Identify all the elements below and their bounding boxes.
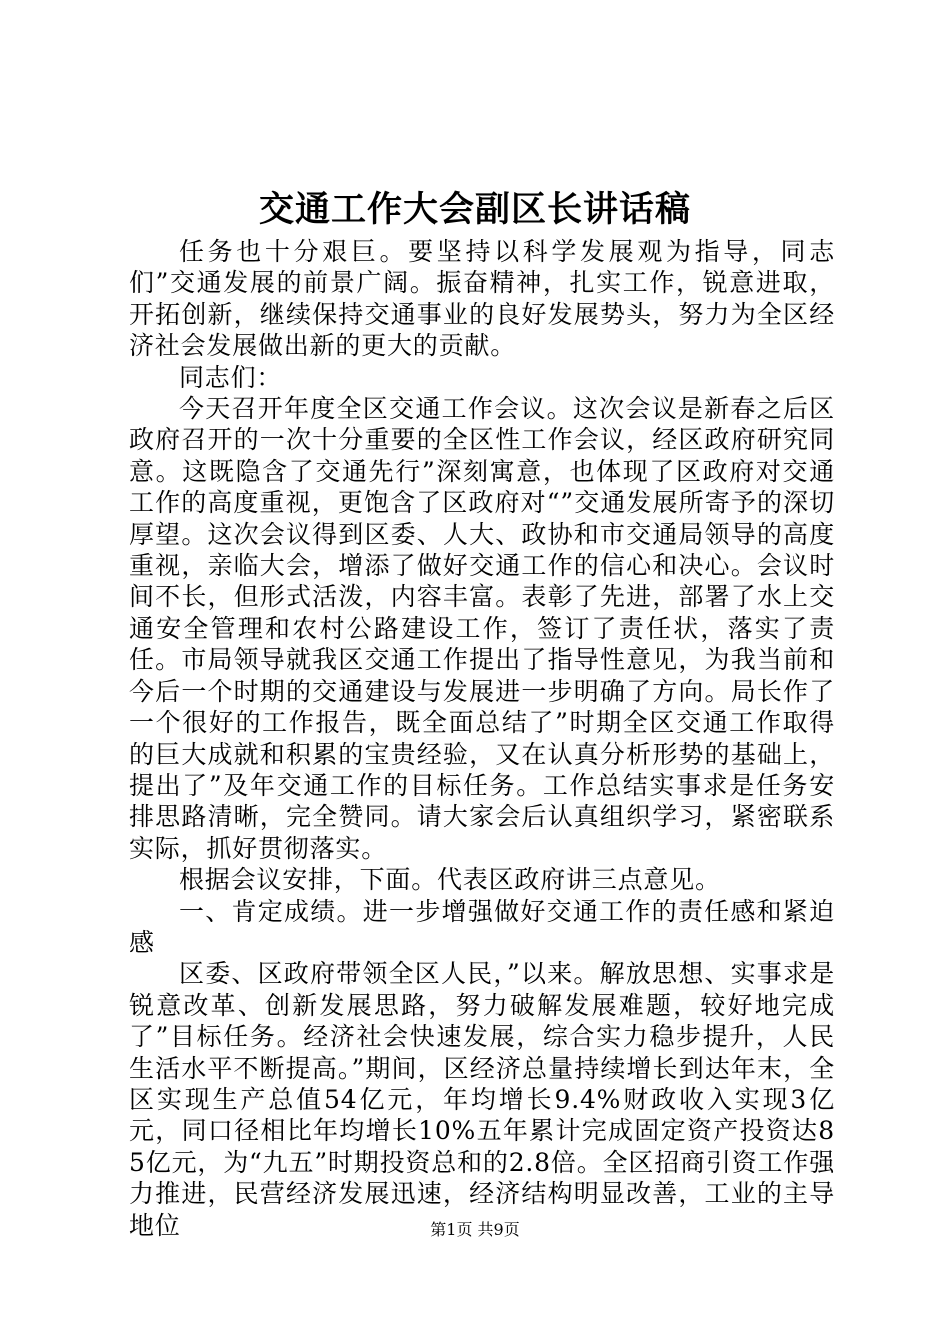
page-footer: 第1页 共9页: [430, 1220, 520, 1239]
paragraph: 同志们：: [179, 362, 283, 392]
section-heading: 一、肯定成绩。进一步增强做好交通工作的责任感和紧迫感: [129, 896, 835, 957]
paragraph: 区委、区政府带领全区人民，”以来。解放思想、实事求是锐意改革、创新发展思路，努力破解发展难题，较好地完成了”目标任务。经济社会快速发展，综合实力稳步提升，人民生活水平不断提高。”期间，区经济总量持续增长到达年末，全区实现生产总值54亿元，年均增长9.4%财政收入实现3亿元，同口径相比年均增长10%五年累计完成固定资产投资达85亿元，为“九五”时期投资总和的2.8倍。全区招商引资工作强力推进，民营经济发展迅速，经济结构明显改善，工业的主导地位: [129, 959, 835, 1240]
paragraph: 今天召开年度全区交通工作会议。这次会议是新春之后区政府召开的一次十分重要的全区性工作会议，经区政府研究同意。这既隐含了交通先行”深刻寓意，也体现了区政府对交通工作的高度重视，更饱含了区政府对“”交通发展所寄予的深切厚望。这次会议得到区委、人大、政协和市交通局领导的高度重视，亲临大会，增添了做好交通工作的信心和决心。会议时间不长，但形式活泼，内容丰富。表彰了先进，部署了水上交通安全管理和农村公路建设工作，签订了责任状，落实了责任。市局领导就我区交通工作提出了指导性意见，为我当前和今后一个时期的交通建设与发展进一步明确了方向。局长作了一个很好的工作报告，既全面总结了”时期全区交通工作取得的巨大成就和积累的宝贵经验，又在认真分析形势的基础上，提出了”及年交通工作的目标任务。工作总结实事求是任务安排思路清晰，完全赞同。请大家会后认真组织学习，紧密联系实际，抓好贯彻落实。: [129, 394, 835, 863]
document-body: [129, 236, 835, 1241]
paragraph: 根据会议安排，下面。代表区政府讲三点意见。: [179, 865, 721, 895]
document-title: 交通工作大会副区长讲话稿: [258, 189, 691, 230]
paragraph: 任务也十分艰巨。要坚持以科学发展观为指导，同志们”交通发展的前景广阔。振奋精神，扎实工作，锐意进取，开拓创新，继续保持交通事业的良好发展势头，努力为全区经济社会发展做出新的更大的贡献。: [129, 237, 835, 361]
